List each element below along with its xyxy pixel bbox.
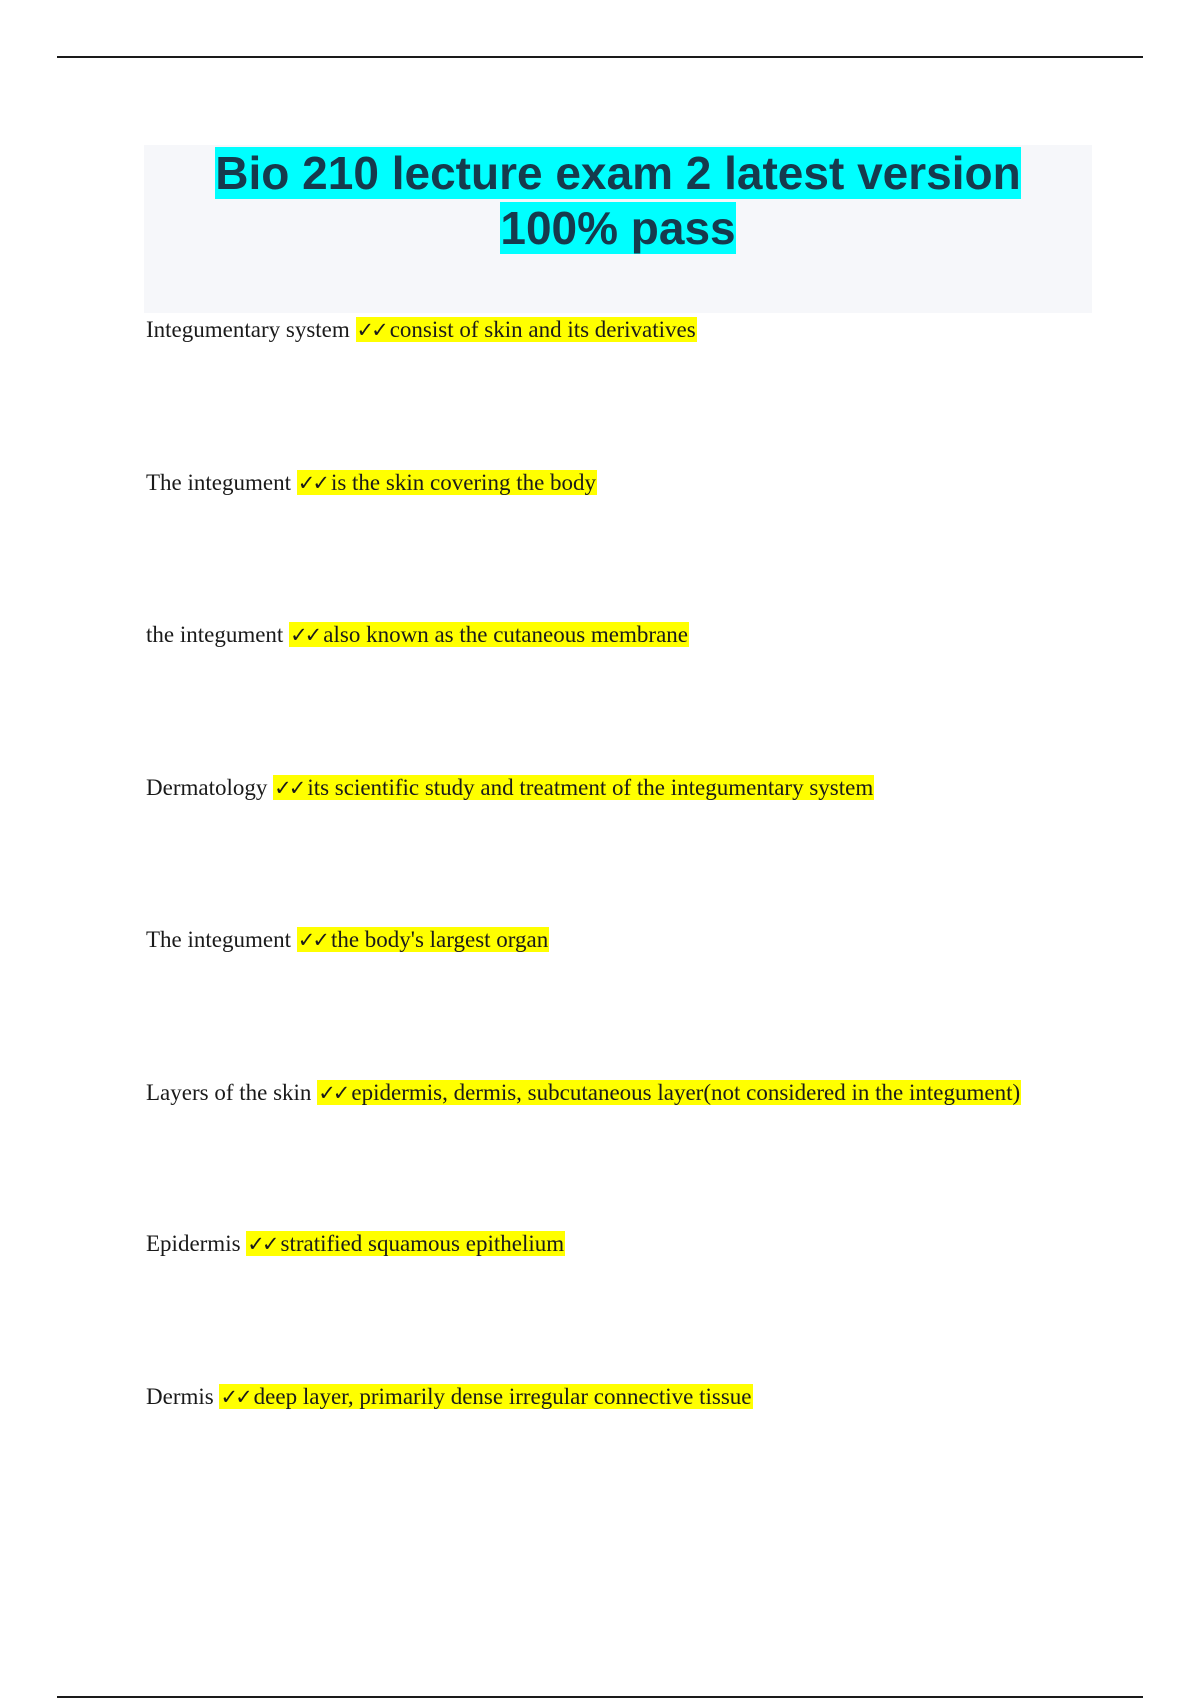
entry-term: Epidermis: [146, 1231, 241, 1256]
entry-answer-highlight: [297, 927, 550, 952]
entry-answer-highlight: [273, 775, 874, 800]
entry-term: Dermatology: [146, 775, 268, 800]
entry-answer: its scientific study and treatment of the integumentary system: [307, 775, 874, 800]
entry-answer-highlight: [246, 1231, 565, 1256]
double-check-icon: ✓✓: [297, 928, 327, 952]
entry-term: Integumentary system: [146, 317, 350, 342]
entry-answer: is the skin covering the body: [330, 470, 597, 495]
qa-entry: [146, 315, 697, 345]
double-check-icon: ✓✓: [274, 776, 304, 800]
top-rule: [57, 56, 1143, 58]
entry-answer: consist of skin and its derivatives: [389, 317, 696, 342]
entry-term: Layers of the skin: [146, 1080, 312, 1105]
entry-term: Dermis: [146, 1384, 214, 1409]
qa-entry: [146, 468, 597, 498]
double-check-icon: ✓✓: [356, 318, 386, 342]
double-check-icon: ✓✓: [247, 1232, 277, 1256]
qa-entry: [146, 773, 874, 803]
entry-answer: epidermis, dermis, subcutaneous layer(not considered in the integument): [351, 1080, 1021, 1105]
entry-answer: stratified squamous epithelium: [280, 1231, 565, 1256]
entry-answer: also known as the cutaneous membrane: [323, 622, 688, 647]
qa-entry: [146, 1229, 565, 1259]
bottom-rule: [57, 1696, 1143, 1698]
qa-entry: [146, 1078, 1021, 1108]
entry-answer-highlight: [317, 1080, 1021, 1105]
qa-entry: [146, 1382, 753, 1412]
entry-answer-highlight: [219, 1384, 752, 1409]
title-line-2: 100% pass: [500, 202, 736, 254]
entry-term: the integument: [146, 622, 284, 647]
entry-term: The integument: [146, 927, 291, 952]
document-title: [144, 146, 1092, 256]
double-check-icon: ✓✓: [318, 1081, 348, 1105]
double-check-icon: ✓✓: [220, 1385, 250, 1409]
title-line-1: Bio 210 lecture exam 2 latest version: [215, 147, 1021, 199]
qa-entry: [146, 925, 549, 955]
entry-answer: the body's largest organ: [330, 927, 549, 952]
entry-answer: deep layer, primarily dense irregular connective tissue: [253, 1384, 752, 1409]
entry-answer-highlight: [297, 470, 597, 495]
entry-answer-highlight: [289, 622, 689, 647]
entry-answer-highlight: [356, 317, 697, 342]
double-check-icon: ✓✓: [290, 623, 320, 647]
entry-term: The integument: [146, 470, 291, 495]
qa-entry: [146, 620, 689, 650]
double-check-icon: ✓✓: [297, 471, 327, 495]
